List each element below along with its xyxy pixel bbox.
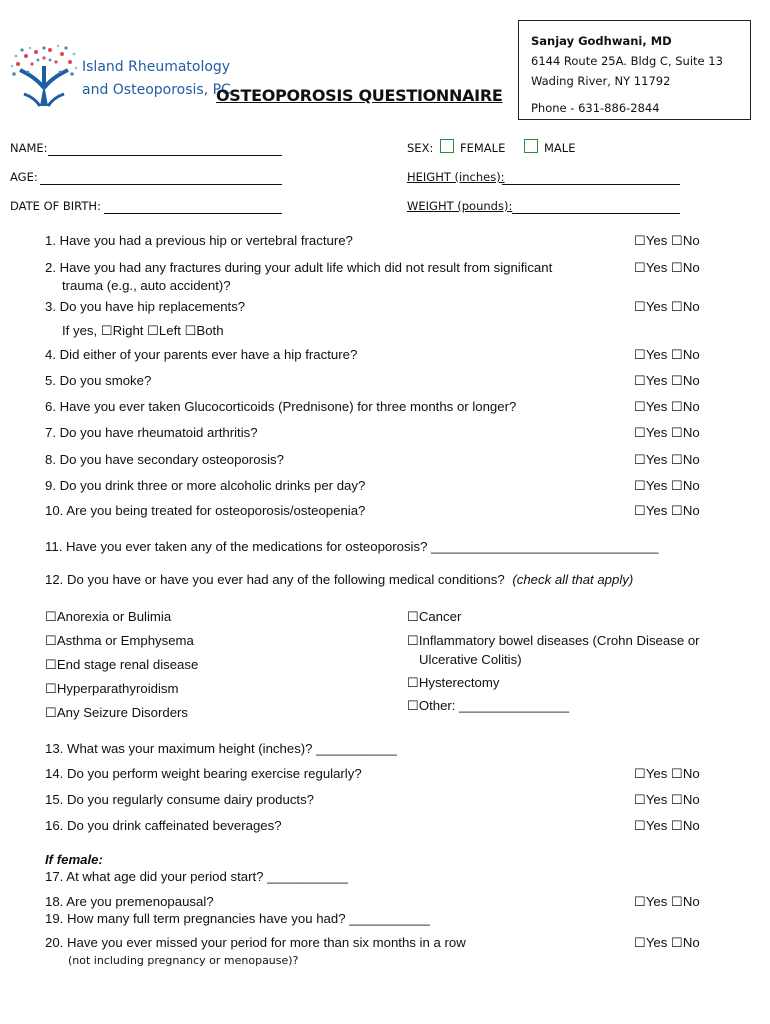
female-label: FEMALE — [460, 141, 506, 155]
yes-no-checkboxes[interactable]: ☐Yes ☐No — [634, 399, 700, 414]
question-19[interactable]: 19. How many full term pregnancies have you had? ___________ — [45, 911, 430, 926]
clinic-name-line2: and Osteoporosis, PC — [82, 82, 231, 98]
yes-no-checkboxes[interactable]: ☐Yes ☐No — [634, 818, 700, 833]
question-12-text: 12. Do you have or have you ever had any of the following medical conditions? — [45, 572, 505, 587]
condition-ibd[interactable]: ☐Inflammatory bowel diseases (Crohn Disease or — [407, 633, 700, 648]
condition-cancer[interactable]: ☐Cancer — [407, 609, 462, 624]
male-checkbox[interactable] — [524, 139, 538, 153]
page-title: OSTEOPOROSIS QUESTIONNAIRE — [216, 86, 503, 105]
condition-anorexia[interactable]: ☐Anorexia or Bulimia — [45, 609, 172, 624]
question-14: 14. Do you perform weight bearing exercise regularly? — [45, 766, 362, 781]
question-20: 20. Have you ever missed your period for more than six months in a row — [45, 935, 466, 950]
question-16: 16. Do you drink caffeinated beverages? — [45, 818, 282, 833]
yes-no-checkboxes[interactable]: ☐Yes ☐No — [634, 792, 700, 807]
question-10: 10. Are you being treated for osteoporosis/osteopenia? — [45, 503, 366, 518]
yes-no-checkboxes[interactable]: ☐Yes ☐No — [634, 935, 700, 950]
weight-label: WEIGHT (pounds): — [407, 199, 513, 213]
phone-number: Phone - 631-886-2844 — [531, 101, 660, 115]
question-3-side-options[interactable]: If yes, ☐Right ☐Left ☐Both — [62, 323, 224, 338]
question-2-continued: trauma (e.g., auto accident)? — [62, 278, 231, 293]
condition-seizure[interactable]: ☐Any Seizure Disorders — [45, 705, 189, 720]
question-7: 7. Do you have rheumatoid arthritis? — [45, 425, 258, 440]
question-3: 3. Do you have hip replacements? — [45, 299, 246, 314]
question-2: 2. Have you had any fractures during your adult life which did not result from significant — [45, 260, 553, 275]
question-13[interactable]: 13. What was your maximum height (inches)? ___________ — [45, 741, 397, 756]
question-15: 15. Do you regularly consume dairy products? — [45, 792, 315, 807]
condition-asthma[interactable]: ☐Asthma or Emphysema — [45, 633, 194, 648]
question-12-note: (check all that apply) — [512, 572, 634, 587]
male-label: MALE — [544, 141, 576, 155]
yes-no-checkboxes[interactable]: ☐Yes ☐No — [634, 299, 700, 314]
question-6: 6. Have you ever taken Glucocorticoids (Prednisone) for three months or longer? — [45, 399, 517, 414]
age-field[interactable] — [40, 170, 282, 185]
sex-label: SEX: — [407, 141, 434, 155]
dob-field[interactable] — [104, 199, 282, 214]
dob-label: DATE OF BIRTH: — [10, 199, 101, 213]
name-label: NAME: — [10, 141, 48, 155]
question-20-note: (not including pregnancy or menopause)? — [68, 954, 299, 967]
weight-field[interactable] — [512, 199, 680, 214]
height-field[interactable] — [502, 170, 680, 185]
condition-hyperparathyroidism[interactable]: ☐Hyperparathyroidism — [45, 681, 179, 696]
condition-ibd-continued: Ulcerative Colitis) — [419, 652, 522, 667]
female-checkbox[interactable] — [440, 139, 454, 153]
address-line2: Wading River, NY 11792 — [531, 74, 671, 88]
yes-no-checkboxes[interactable]: ☐Yes ☐No — [634, 766, 700, 781]
age-label: AGE: — [10, 170, 38, 184]
question-1: 1. Have you had a previous hip or vertebral fracture? — [45, 233, 353, 248]
condition-other[interactable]: ☐Other: _______________ — [407, 698, 570, 713]
yes-no-checkboxes[interactable]: ☐Yes ☐No — [634, 233, 700, 248]
question-11[interactable]: 11. Have you ever taken any of the medications for osteoporosis? _______________________________ — [45, 539, 659, 554]
clinic-name — [82, 56, 231, 102]
question-17[interactable]: 17. At what age did your period start? ___________ — [45, 869, 348, 884]
yes-no-checkboxes[interactable]: ☐Yes ☐No — [634, 478, 700, 493]
question-9: 9. Do you drink three or more alcoholic drinks per day? — [45, 478, 366, 493]
clinic-name-line1: Island Rheumatology — [82, 59, 231, 75]
clinic-logo-tree-icon — [10, 44, 78, 108]
question-8: 8. Do you have secondary osteoporosis? — [45, 452, 284, 467]
doctor-name: Sanjay Godhwani, MD — [531, 34, 672, 48]
yes-no-checkboxes[interactable]: ☐Yes ☐No — [634, 425, 700, 440]
yes-no-checkboxes[interactable]: ☐Yes ☐No — [634, 347, 700, 362]
doctor-contact-box — [518, 20, 751, 120]
address-line1: 6144 Route 25A. Bldg C, Suite 13 — [531, 54, 723, 68]
yes-no-checkboxes[interactable]: ☐Yes ☐No — [634, 373, 700, 388]
yes-no-checkboxes[interactable]: ☐Yes ☐No — [634, 452, 700, 467]
name-field[interactable] — [48, 141, 282, 156]
condition-hysterectomy[interactable]: ☐Hysterectomy — [407, 675, 500, 690]
question-5: 5. Do you smoke? — [45, 373, 152, 388]
condition-renal[interactable]: ☐End stage renal disease — [45, 657, 199, 672]
yes-no-checkboxes[interactable]: ☐Yes ☐No — [634, 894, 700, 909]
question-18: 18. Are you premenopausal? — [45, 894, 214, 909]
question-4: 4. Did either of your parents ever have a hip fracture? — [45, 347, 358, 362]
female-section-heading: If female: — [45, 852, 103, 867]
yes-no-checkboxes[interactable]: ☐Yes ☐No — [634, 503, 700, 518]
yes-no-checkboxes[interactable]: ☐Yes ☐No — [634, 260, 700, 275]
question-12 — [45, 571, 633, 588]
height-label: HEIGHT (inches): — [407, 170, 505, 184]
